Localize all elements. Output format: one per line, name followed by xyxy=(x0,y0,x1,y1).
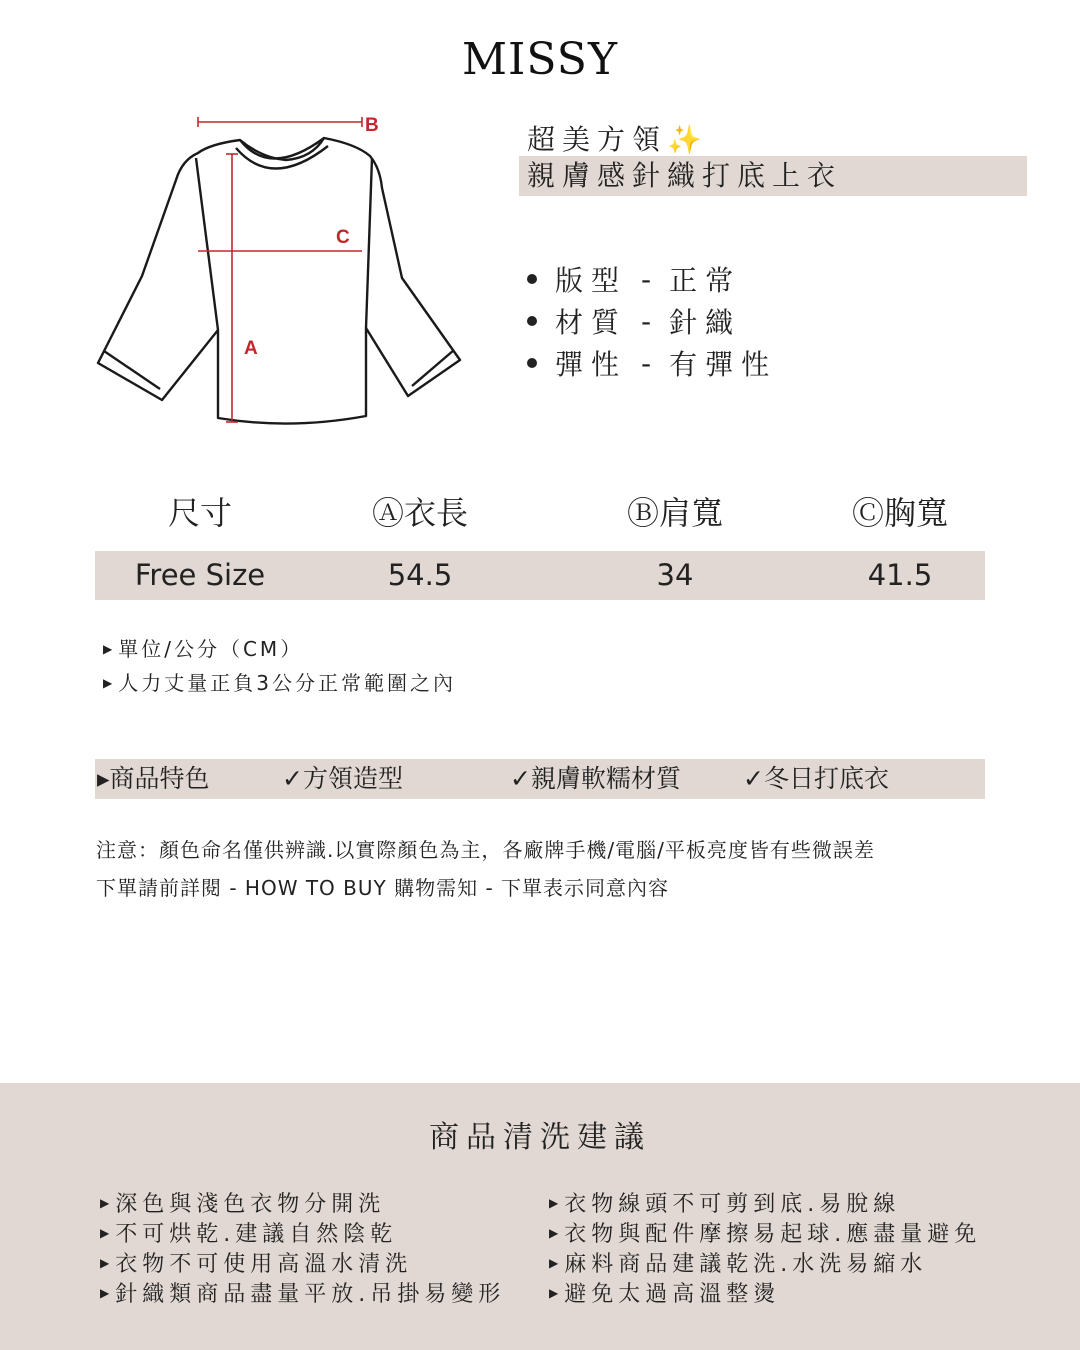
washing-list-left xyxy=(100,1190,505,1310)
header-length: Ⓐ衣長 xyxy=(371,494,468,532)
measurement-notes xyxy=(103,632,456,700)
spec-list xyxy=(527,258,777,384)
washing-tip: 衣物與配件摩擦易起球.應盡量避免 xyxy=(564,1222,982,1247)
cell-size: Free Size xyxy=(134,558,266,592)
washing-list-right xyxy=(549,1190,981,1310)
feature-item: ✓親膚軟糯材質 xyxy=(510,764,681,793)
spec-key: 彈性 xyxy=(555,348,628,381)
triangle-bullet-icon: ▶ xyxy=(100,1286,110,1300)
list-item xyxy=(103,632,456,666)
spec-separator: - xyxy=(641,346,652,380)
triangle-bullet-icon: ▶ xyxy=(103,641,113,656)
sweater-outline xyxy=(98,138,460,424)
triangle-bullet-icon: ▶ xyxy=(549,1286,559,1300)
table-row xyxy=(95,551,985,600)
bullet-icon xyxy=(527,316,537,326)
washing-tip: 深色與淺色衣物分開洗 xyxy=(115,1192,386,1217)
label-a: A xyxy=(244,338,258,359)
spec-item xyxy=(527,300,777,342)
list-item xyxy=(100,1250,505,1280)
size-table-header xyxy=(95,488,985,532)
triangle-bullet-icon: ▶ xyxy=(103,675,113,690)
cell-chest: 41.5 xyxy=(867,558,933,592)
feature-item: ✓冬日打底衣 xyxy=(743,764,889,793)
note-text: 單位/公分（CM） xyxy=(118,637,304,661)
spec-key: 版型 xyxy=(555,264,628,297)
note-text: 人力丈量正負3公分正常範圍之內 xyxy=(118,671,456,695)
triangle-bullet-icon: ▶ xyxy=(100,1196,110,1210)
bullet-icon xyxy=(527,274,537,284)
caution-text xyxy=(96,834,875,910)
headline-text: 超美方領 xyxy=(527,123,668,156)
caution-line: 下單請前詳閱 - HOW TO BUY 購物需知 - 下單表示同意內容 xyxy=(96,876,670,900)
brand-logo: MISSY xyxy=(462,34,618,85)
triangle-bullet-icon: ▶ xyxy=(549,1256,559,1270)
label-c: C xyxy=(336,227,350,248)
washing-tip: 麻料商品建議乾洗.水洗易縮水 xyxy=(564,1252,928,1277)
label-b: B xyxy=(365,115,379,136)
washing-tip: 避免太過高溫整燙 xyxy=(564,1282,781,1307)
list-item xyxy=(100,1280,505,1310)
spec-item xyxy=(527,258,777,300)
cell-shoulder: 34 xyxy=(656,558,694,592)
sparkle-icon: ✨ xyxy=(667,123,702,156)
headline-line1 xyxy=(527,118,702,158)
triangle-bullet-icon: ▶ xyxy=(100,1226,110,1240)
washing-tip: 不可烘乾.建議自然陰乾 xyxy=(115,1222,398,1247)
bullet-icon xyxy=(527,358,537,368)
triangle-bullet-icon: ▶ xyxy=(100,1256,110,1270)
spec-item xyxy=(527,342,777,384)
header-chest: Ⓒ胸寬 xyxy=(851,494,948,532)
header-size: 尺寸 xyxy=(167,494,232,532)
triangle-bullet-icon: ▶ xyxy=(549,1226,559,1240)
washing-tip: 衣物線頭不可剪到底.易脫線 xyxy=(564,1192,901,1217)
list-item xyxy=(549,1280,981,1310)
garment-diagram xyxy=(90,108,480,438)
feature-item: ✓方領造型 xyxy=(282,764,403,793)
list-item xyxy=(100,1220,505,1250)
spec-key: 材質 xyxy=(555,306,628,339)
triangle-bullet-icon: ▶ xyxy=(549,1196,559,1210)
spec-value: 正常 xyxy=(669,264,742,297)
cell-length: 54.5 xyxy=(387,558,453,592)
spec-value: 有彈性 xyxy=(669,348,778,381)
header-shoulder: Ⓑ肩寬 xyxy=(626,494,723,532)
measure-lines xyxy=(198,117,362,422)
caution-line: 注意：顏色命名僅供辨識.以實際顏色為主，各廠牌手機/電腦/平板亮度皆有些微誤差 xyxy=(96,838,875,862)
spec-separator: - xyxy=(641,262,652,296)
list-item xyxy=(549,1220,981,1250)
washing-title: 商品清洗建議 xyxy=(429,1120,651,1155)
list-item xyxy=(549,1250,981,1280)
list-item xyxy=(103,666,456,700)
list-item xyxy=(100,1190,505,1220)
spec-separator: - xyxy=(641,304,652,338)
feature-label: ▸商品特色 xyxy=(97,764,210,793)
list-item xyxy=(549,1190,981,1220)
washing-tip: 衣物不可使用高溫水清洗 xyxy=(115,1252,413,1277)
washing-tip: 針織類商品盡量平放.吊掛易變形 xyxy=(115,1282,506,1307)
headline-line2: 親膚感針織打底上衣 xyxy=(527,159,843,192)
spec-value: 針織 xyxy=(669,306,742,339)
